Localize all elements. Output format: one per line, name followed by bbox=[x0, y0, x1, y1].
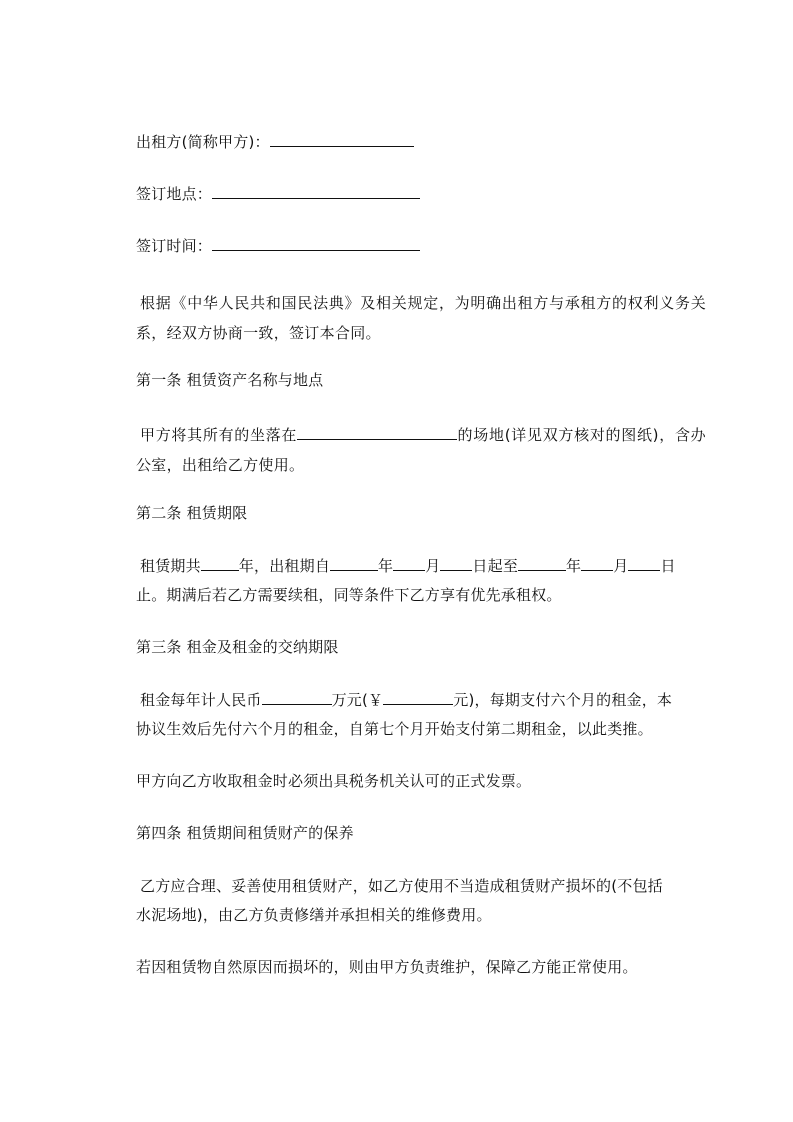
article3-title: 第三条 租金及租金的交纳期限 bbox=[136, 638, 339, 656]
rent-amount-blank[interactable] bbox=[262, 690, 332, 705]
rent-prefix: 租金每年计人民币 bbox=[140, 691, 262, 709]
article1-title: 第一条 租赁资产名称与地点 bbox=[136, 371, 324, 389]
rent-unit: 万元(￥ bbox=[331, 691, 384, 709]
start-year-blank[interactable] bbox=[330, 556, 378, 571]
invoice-paragraph: 甲方向乙方收取租金时必须出具税务机关认可的正式发票。 bbox=[136, 772, 532, 790]
start-month-blank[interactable] bbox=[393, 556, 425, 571]
place-label: 签订地点： bbox=[136, 185, 213, 203]
rent-yuan-blank[interactable] bbox=[383, 690, 453, 705]
article1-text-before: 甲方将其所有的坐落在 bbox=[140, 426, 298, 444]
lease-end-label: 日起至 bbox=[472, 557, 519, 575]
lessor-label: 出租方(简称甲方)： bbox=[136, 133, 270, 151]
article3-line2: 协议生效后先付六个月的租金，自第七个月开始支付第二期租金，以此类推。 bbox=[136, 720, 653, 738]
location-blank[interactable] bbox=[297, 425, 457, 440]
article4-p1-line1: 乙方应合理、妥善使用租赁财产，如乙方使用不当造成租赁财产损坏的(不包括 bbox=[140, 877, 663, 895]
end-month-blank[interactable] bbox=[581, 556, 613, 571]
lease-start-label: 年，出租期自 bbox=[238, 557, 331, 575]
place-field bbox=[136, 184, 420, 204]
article2-title: 第二条 租赁期限 bbox=[136, 504, 248, 522]
article1-text-after: 的场地(详见双方核对的图纸)，含办公室，出租给乙方使用。 bbox=[136, 426, 706, 474]
article2-line1 bbox=[140, 556, 676, 576]
start-month-unit: 月 bbox=[425, 557, 441, 575]
place-blank[interactable] bbox=[212, 184, 420, 199]
article2-line2: 止。期满后若乙方需要续租，同等条件下乙方享有优先承租权。 bbox=[136, 586, 562, 604]
end-year-unit: 年 bbox=[566, 557, 582, 575]
lease-term-prefix: 租赁期共 bbox=[140, 557, 201, 575]
end-month-unit: 月 bbox=[613, 557, 629, 575]
preamble-paragraph: 根据《中华人民共和国民法典》及相关规定，为明确出租方与承租方的权利义务关系，经双方协商一致，签订本合同。 bbox=[136, 294, 706, 342]
rent-payment-terms: 元)，每期支付六个月的租金，本 bbox=[453, 691, 673, 709]
article3-line1 bbox=[140, 690, 672, 710]
article4-p1-line2: 水泥场地)，由乙方负责修缮并承担相关的维修费用。 bbox=[136, 906, 492, 924]
time-blank[interactable] bbox=[212, 236, 420, 251]
time-field bbox=[136, 236, 420, 256]
time-label: 签订时间： bbox=[136, 237, 213, 255]
lessor-field bbox=[136, 132, 414, 152]
term-years-blank[interactable] bbox=[201, 556, 239, 571]
end-year-blank[interactable] bbox=[518, 556, 566, 571]
end-day-unit: 日 bbox=[660, 557, 676, 575]
end-day-blank[interactable] bbox=[628, 556, 660, 571]
article4-title: 第四条 租赁期间租赁财产的保养 bbox=[136, 824, 354, 842]
start-year-unit: 年 bbox=[378, 557, 394, 575]
start-day-blank[interactable] bbox=[440, 556, 472, 571]
lessor-blank[interactable] bbox=[270, 132, 414, 147]
article1-paragraph bbox=[136, 420, 706, 480]
article4-p2: 若因租赁物自然原因而损坏的，则由甲方负责维护，保障乙方能正常使用。 bbox=[136, 958, 638, 976]
